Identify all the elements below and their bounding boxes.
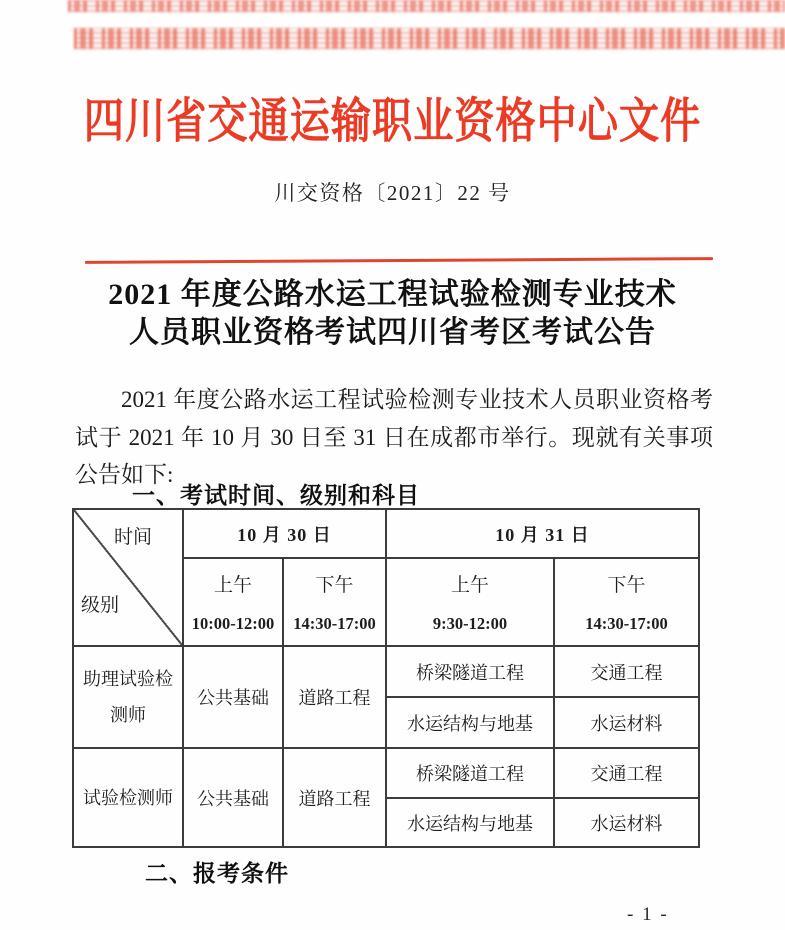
subject-cell: 交通工程 <box>554 646 699 697</box>
session-time: 14:30-17:00 <box>585 614 668 633</box>
masthead-org-title: 四川省交通运输职业资格中心文件 <box>83 95 702 148</box>
announcement-title-line1: 2021 年度公路水运工程试验检测专业技术 <box>108 278 677 311</box>
subject-cell: 道路工程 <box>283 646 386 748</box>
session-period: 上午 <box>213 575 252 596</box>
subject-cell: 公共基础 <box>183 748 283 847</box>
session-time: 9:30-12:00 <box>432 614 508 633</box>
announcement-title <box>0 276 785 352</box>
subject-cell: 桥梁隧道工程 <box>386 748 554 798</box>
session-header-day2-morning <box>386 558 554 646</box>
announcement-title-line2: 人员职业资格考试四川省考区考试公告 <box>129 316 656 349</box>
subject-cell: 水运结构与地基 <box>386 798 554 847</box>
session-time: 10:00-12:00 <box>191 614 275 633</box>
session-header-day1-afternoon <box>283 558 386 646</box>
session-period: 上午 <box>450 575 489 596</box>
session-header-day2-afternoon <box>554 558 699 646</box>
corner-label-time: 时间 <box>113 527 152 548</box>
level-inspector: 试验检测师 <box>73 748 183 847</box>
corner-label-level: 级别 <box>81 595 120 616</box>
session-time: 14:30-17:00 <box>293 614 376 633</box>
subject-cell: 公共基础 <box>183 646 283 748</box>
corner-header-cell <box>73 509 183 646</box>
session-period: 下午 <box>315 575 354 596</box>
date-header-oct30: 10 月 30 日 <box>183 509 386 558</box>
date-header-oct31: 10 月 31 日 <box>386 509 699 558</box>
masthead-separator-line <box>85 257 713 264</box>
subject-cell: 水运材料 <box>554 798 699 847</box>
subject-cell: 水运结构与地基 <box>386 697 554 748</box>
level-assistant-inspector: 助理试验检测师 <box>73 646 183 748</box>
section-2-heading: 二、报考条件 <box>145 860 289 886</box>
subject-cell: 交通工程 <box>554 748 699 798</box>
subject-cell: 道路工程 <box>283 748 386 847</box>
subject-cell: 水运材料 <box>554 697 699 748</box>
intro-paragraph: 2021 年度公路水运工程试验检测专业技术人员职业资格考试于 2021 年 10 月 30 日至 31 日在成都市举行。现就有关事项公告如下: <box>75 387 713 487</box>
document-number: 川交资格〔2021〕22 号 <box>274 181 511 205</box>
session-period: 下午 <box>607 575 646 596</box>
exam-schedule-table <box>72 508 700 848</box>
bleedthrough-artifact-row-2 <box>74 28 785 49</box>
page-number: - 1 - <box>627 904 669 925</box>
session-header-day1-morning <box>183 558 283 646</box>
bleedthrough-artifact-row-1 <box>68 0 785 12</box>
subject-cell: 桥梁隧道工程 <box>386 646 554 697</box>
section-1-heading: 一、考试时间、级别和科目 <box>132 482 420 508</box>
